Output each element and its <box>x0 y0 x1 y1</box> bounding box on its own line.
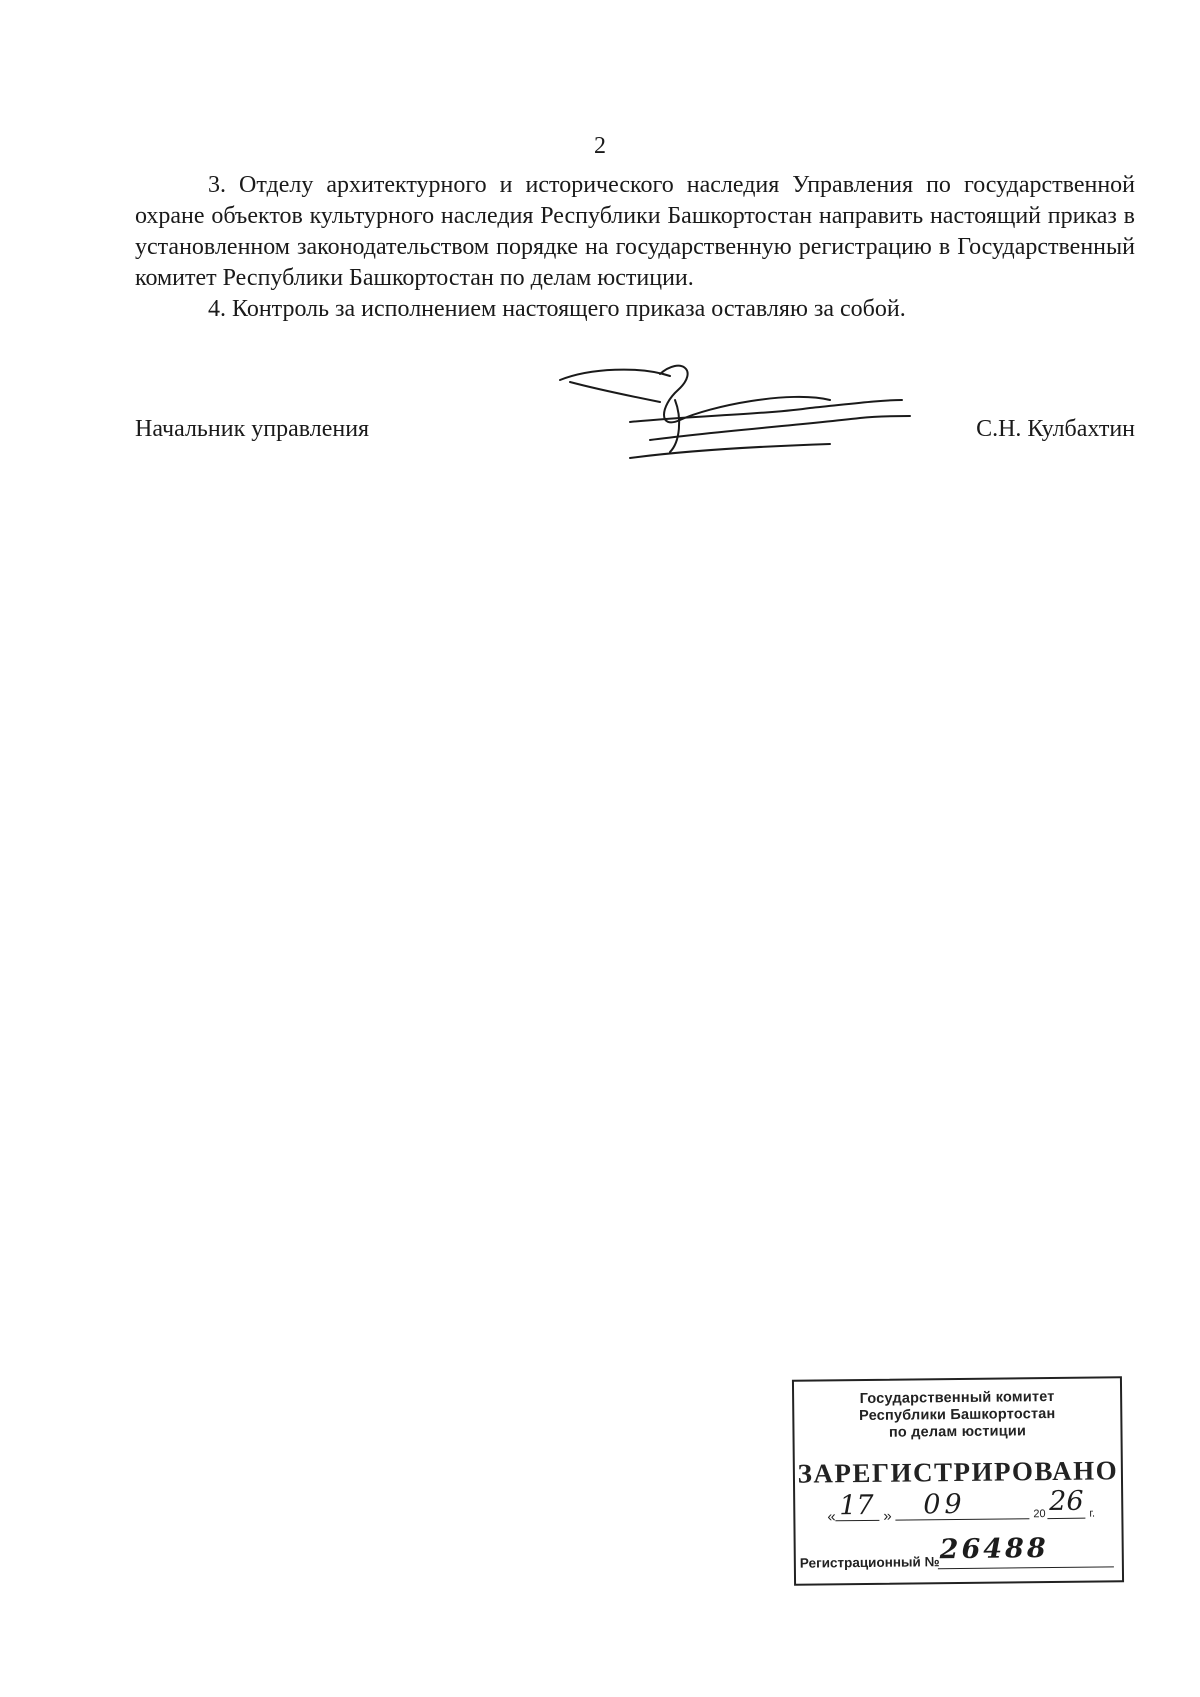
year-underline <box>1047 1518 1085 1519</box>
stamp-reg-label: Регистрационный № <box>799 1554 940 1571</box>
stamp-organization <box>794 1388 1121 1442</box>
stamp-year-unit: г. <box>1089 1507 1096 1520</box>
document-body <box>135 170 1135 325</box>
stamp-org-line: Республики Башкортостан <box>859 1405 1056 1425</box>
page-number: 2 <box>594 133 606 159</box>
stamp-date-row <box>827 1485 1117 1530</box>
stamp-title: ЗАРЕГИСТРИРОВАНО <box>797 1455 1119 1489</box>
signature-block <box>135 360 1135 460</box>
handwritten-signature <box>530 360 930 460</box>
stamp-month: 09 <box>923 1488 966 1521</box>
quote-open: « <box>827 1508 836 1526</box>
stamp-org-line: Государственный комитет <box>859 1388 1055 1408</box>
month-underline <box>895 1518 1029 1520</box>
registration-stamp <box>792 1376 1124 1585</box>
paragraph-3: 3. Отделу архитектурного и исторического наследия Управления по государственной охране объектов культурного наследия Республики Башкортостан направить настоящий приказ в установленном законодательством порядке на государственную регистрацию в Государственный комитет Республики Башкортостан по делам юстиции. <box>135 172 1135 291</box>
reg-number-underline <box>938 1566 1114 1569</box>
stamp-year-suffix: 26 <box>1049 1485 1084 1518</box>
signatory-position: Начальник управления <box>135 416 370 442</box>
stamp-registration-row <box>799 1533 1120 1577</box>
quote-close: » <box>883 1507 892 1525</box>
paragraph-4: 4. Контроль за исполнением настоящего приказа оставляю за собой. <box>208 296 906 322</box>
stamp-org-line: по делам юстиции <box>888 1423 1027 1441</box>
day-underline <box>835 1520 879 1521</box>
stamp-day: 17 <box>839 1489 874 1522</box>
stamp-year-prefix: 20 <box>1033 1508 1046 1521</box>
stamp-reg-number: 26488 <box>939 1533 1049 1566</box>
signatory-name: С.Н. Кулбахтин <box>976 416 1135 442</box>
